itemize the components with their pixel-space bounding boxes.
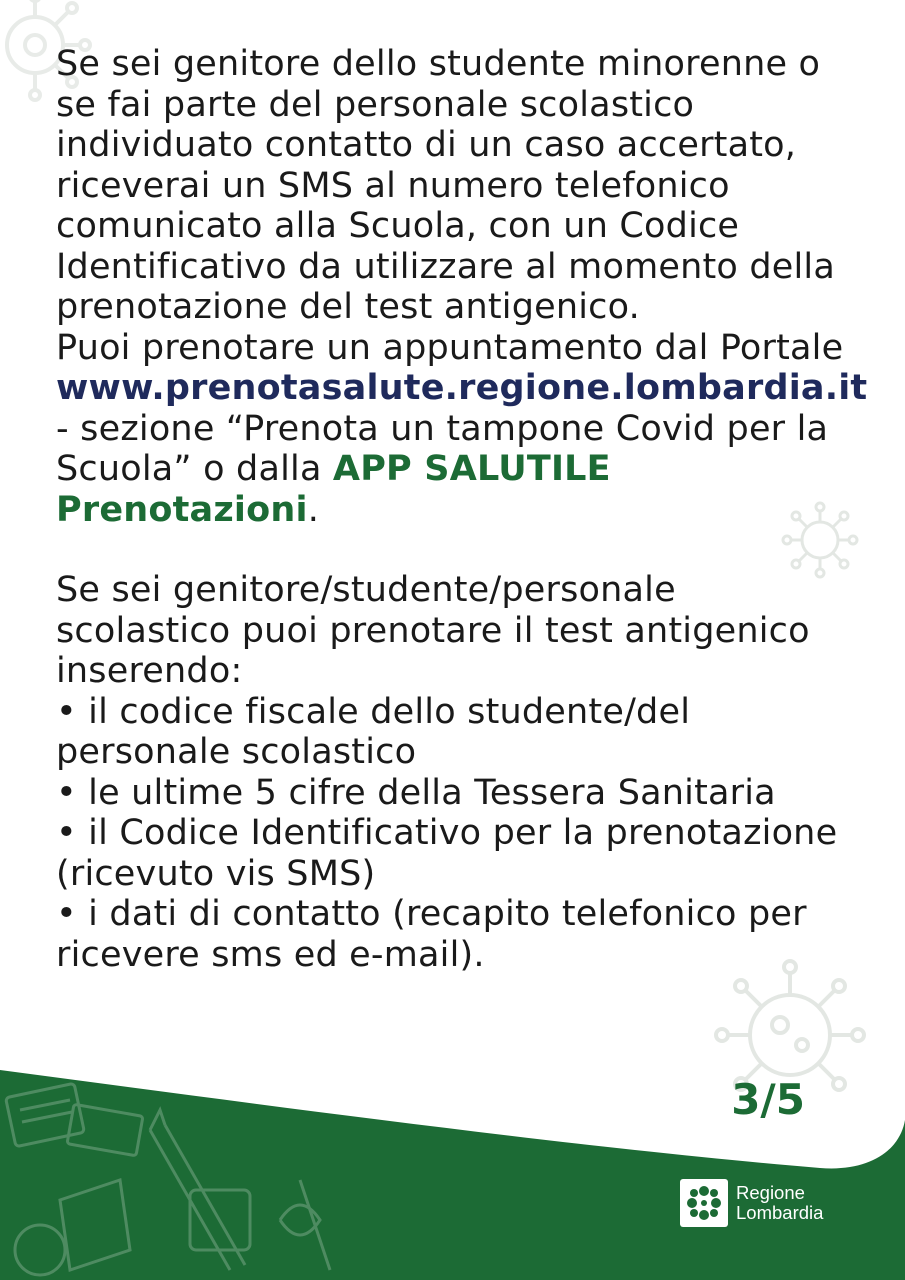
list-item: • il Codice Identificativo per la prenotazione (ricevuto vis SMS)	[56, 813, 838, 894]
main-text	[56, 44, 868, 975]
list-item: • il codice fiscale dello studente/del personale scolastico	[56, 691, 691, 772]
paragraph-booking-portal	[56, 327, 868, 531]
rosa-camuna-icon	[680, 1179, 728, 1227]
logo-line-2: Lombardia	[736, 1202, 824, 1223]
logo-text	[736, 1183, 823, 1223]
portal-link[interactable]: www.prenotasalute.regione.lombardia.it	[56, 368, 868, 408]
list-item: • le ultime 5 cifre della Tessera Sanitaria	[56, 772, 776, 813]
school-doodles-icon	[0, 1070, 360, 1280]
booking-middle-text: - sezione “Prenota un tampone Covid per la Scuola” o dalla	[56, 408, 829, 489]
page-number: 3/5	[731, 1075, 805, 1124]
spacer	[56, 530, 856, 570]
list-item: • i dati di contatto (recapito telefonico per ricevere sms ed e-mail).	[56, 894, 807, 975]
paragraph-required-info: Se sei genitore/studente/personale scolastico puoi prenotare il test antigenico inserendo:	[56, 570, 810, 691]
regione-lombardia-logo	[680, 1177, 880, 1229]
booking-lead-text: Puoi prenotare un appuntamento dal Portale	[56, 327, 844, 368]
paragraph-sms-info: Se sei genitore dello studente minorenne o se fai parte del personale scolastico individuato contatto di un caso accertato, riceverai un SMS al numero telefonico comunicato alla Scuola, con un Codice Identificativo da utilizzare al momento della prenotazione del test antigenico.	[56, 44, 835, 327]
booking-end-text: .	[307, 489, 320, 530]
app-name: APP SALUTILE Prenotazioni	[56, 449, 611, 530]
logo-line-1: Regione	[736, 1182, 805, 1203]
